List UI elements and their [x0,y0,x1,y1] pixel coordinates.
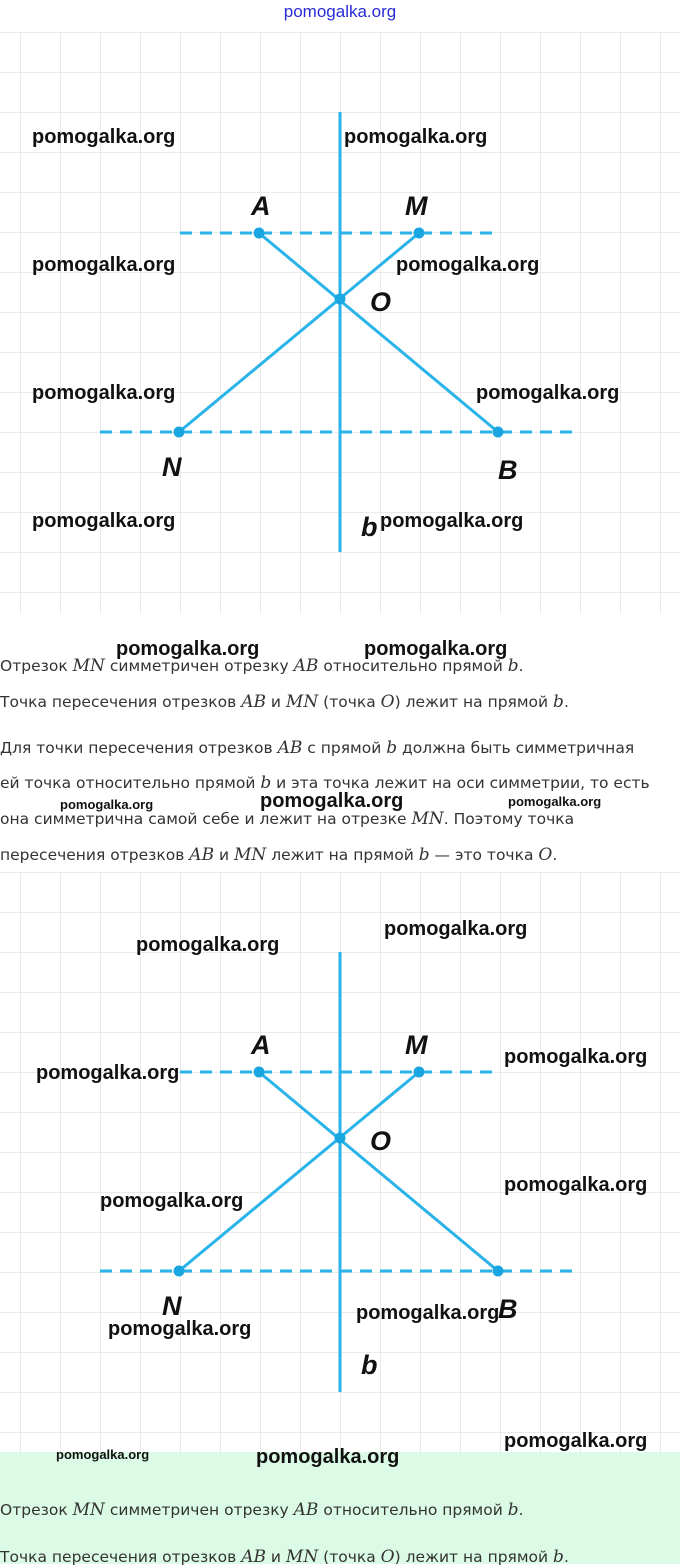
point-b [493,1266,504,1277]
label-line-b: b [361,512,378,542]
label-m: M [405,191,428,221]
answer-line-1: Отрезок MN симметричен отрезку AB относительно прямой b. [0,1500,524,1520]
watermark: pomogalka.org [504,1046,648,1068]
watermark: pomogalka.org [100,1190,244,1212]
watermark: pomogalka.org [60,797,154,812]
point-n [174,1266,185,1277]
label-n: N [162,1291,182,1321]
watermark: pomogalka.org [364,638,508,660]
watermark: pomogalka.org [476,382,620,404]
point-a [254,228,265,239]
point-m [414,228,425,239]
figure-drawing-2 [0,872,680,1452]
answer-line-2: Точка пересечения отрезков AB и MN (точка O) лежит на прямой b. [0,1547,569,1567]
watermark: pomogalka.org [32,382,176,404]
label-o: O [370,1126,392,1156]
watermark: pomogalka.org [256,1446,400,1468]
label-b-point: B [498,1294,518,1324]
watermark: pomogalka.org [36,1062,180,1084]
label-a: A [251,191,271,221]
segment-mn [179,233,419,432]
watermark: pomogalka.org [32,254,176,276]
label-line-b: b [361,1350,378,1380]
watermark: pomogalka.org [32,126,176,148]
watermark: pomogalka.org [56,1447,150,1462]
label-n: N [162,452,182,482]
explanation-line-1: Отрезок MN симметричен отрезку AB относительно прямой b. [0,656,524,676]
site-header-link[interactable]: pomogalka.org [283,2,397,21]
point-m [414,1067,425,1078]
watermark: pomogalka.org [356,1302,500,1324]
watermark: pomogalka.org [508,794,602,809]
segment-mn [179,1072,419,1271]
explanation-line-4: ей точка относительно прямой b и эта точка лежит на оси симметрии, то есть [0,773,650,793]
point-o [335,294,346,305]
point-b [493,427,504,438]
watermark: pomogalka.org [260,790,404,812]
explanation-line-5: она симметрична самой себе и лежит на отрезке MN. Поэтому точка [0,809,575,829]
point-o [335,1133,346,1144]
label-o: O [370,287,392,317]
explanation-line-2: Точка пересечения отрезков AB и MN (точка O) лежит на прямой b. [0,692,569,712]
point-a [254,1067,265,1078]
watermark: pomogalka.org [32,510,176,532]
label-a: A [251,1030,271,1060]
label-b-point: B [498,455,518,485]
label-m: M [405,1030,428,1060]
watermark: pomogalka.org [384,918,528,940]
watermark: pomogalka.org [116,638,260,660]
watermark: pomogalka.org [108,1318,252,1340]
segment-ab [259,1072,498,1271]
figure-symmetry-2 [0,872,680,1452]
explanation-line-6: пересечения отрезков AB и MN лежит на прямой b — это точка O. [0,845,558,865]
watermark: pomogalka.org [504,1174,648,1196]
point-n [174,427,185,438]
watermark: pomogalka.org [396,254,540,276]
watermark: pomogalka.org [344,126,488,148]
watermark: pomogalka.org [380,510,524,532]
watermark: pomogalka.org [504,1430,648,1452]
explanation-line-3: Для точки пересечения отрезков AB с прямой b должна быть симметричная [0,738,635,758]
watermark: pomogalka.org [136,934,280,956]
